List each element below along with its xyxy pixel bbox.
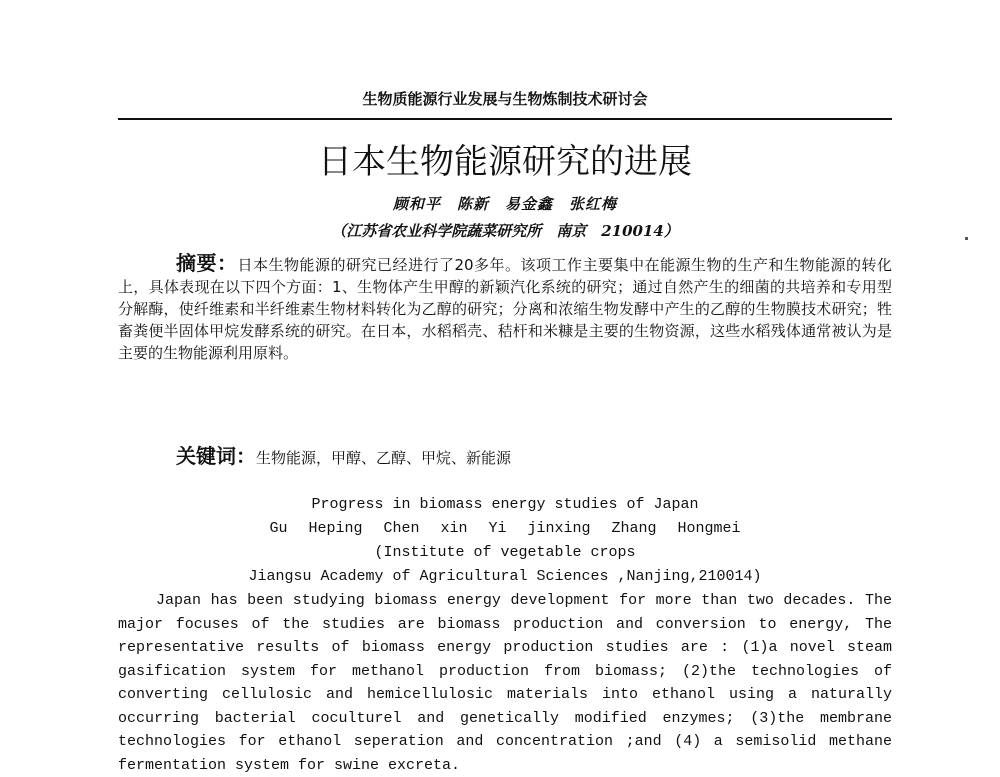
english-abstract: Japan has been studying biomass energy development for more than two decades. The major focuses of the studies are biomass production and conversion to energy, The representative results of biomass energy production studies are : (1)a novel steam gasification system for methanol production from biomass; (2)the technologies of converting cellulosic and hemicellulosic materials into ethanol using a naturally occurring bacterial coculturel and genetically modified enzymes; (3)the membrane technologies for ethanol seperation and concentration ;and (4) a semisolid methane fermentation system for swine excreta. [118, 592, 892, 774]
english-authors: Gu Heping Chen xin Yi jinxing Zhang Hongmei [269, 520, 741, 537]
keywords-label: 关键词： [176, 444, 256, 468]
keywords-text: 生物能源，甲醇、乙醇、甲烷、新能源 [256, 449, 512, 467]
conference-header: 生物质能源行业发展与生物炼制技术研讨会 [362, 90, 648, 108]
english-affiliation-line1: (Institute of vegetable crops [374, 544, 636, 561]
english-affiliation-line2: Jiangsu Academy of Agricultural Sciences ,Nanjing,210014) [248, 568, 762, 585]
affiliation: （江苏省农业科学院蔬菜研究所 南京 210014） [331, 222, 679, 240]
abstract-chinese [118, 252, 892, 364]
english-title: Progress in biomass energy studies of Japan [311, 496, 699, 513]
keywords [176, 440, 892, 469]
header-rule [118, 118, 892, 120]
scan-speck [965, 237, 968, 240]
author-list: 顾和平 陈新 易金鑫 张红梅 [392, 195, 617, 213]
abstract-label: 摘要： [176, 251, 238, 275]
paper-title: 日本生物能源研究的进展 [318, 142, 692, 182]
abstract-text: 日本生物能源的研究已经进行了20多年。该项工作主要集中在能源生物的生产和生物能源的转化上，具体表现在以下四个方面：1、生物体产生甲醇的新颖汽化系统的研究；通过自然产生的细菌的共培养和专用型分解酶，使纤维素和半纤维素生物材料转化为乙醇的研究；分离和浓缩生物发酵中产生的乙醇的生物膜技术研究；牲畜粪便半固体甲烷发酵系统的研究。在日本，水稻稻壳、秸杆和米糠是主要的生物资源，这些水稻残体通常被认为是主要的生物能源利用原料。 [118, 256, 893, 362]
